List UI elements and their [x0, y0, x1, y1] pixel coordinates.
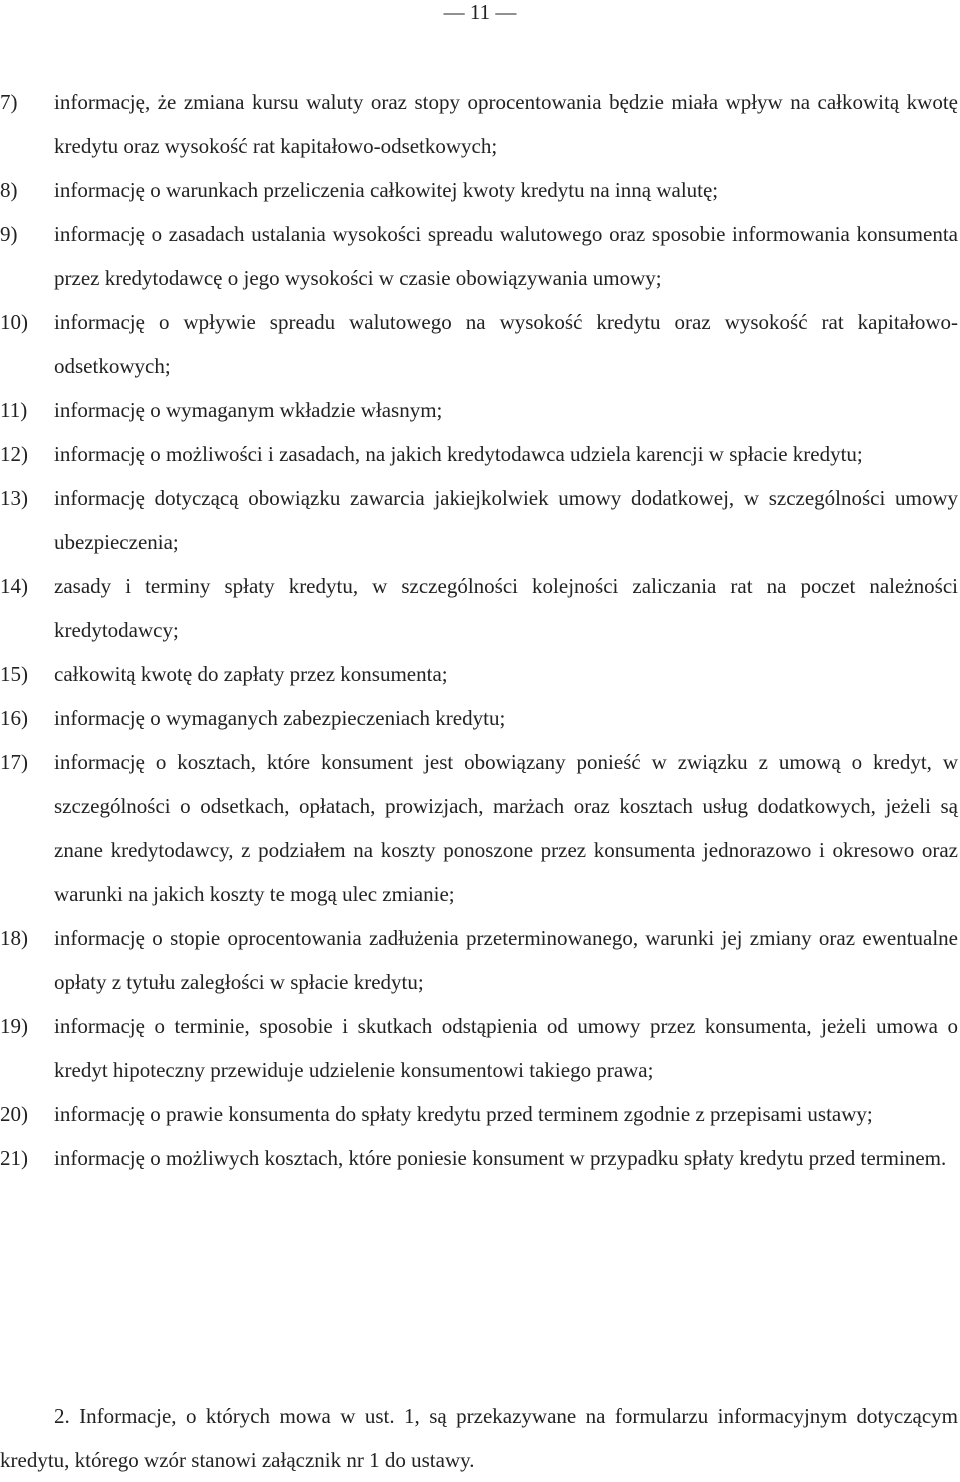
- list-item-number: 16): [0, 706, 28, 730]
- list-item-number: 10): [0, 310, 28, 334]
- list-item: [0, 564, 958, 652]
- list-item-text: informację o wymaganym wkładzie własnym;: [54, 398, 443, 422]
- list-item-text: całkowitą kwotę do zapłaty przez konsumenta;: [54, 662, 448, 686]
- list-item: [0, 916, 958, 1004]
- list-item-number: 17): [0, 750, 28, 774]
- list-item-number: 8): [0, 178, 18, 202]
- list-item-text: informację o warunkach przeliczenia całkowitej kwoty kredytu na inną walutę;: [54, 178, 719, 202]
- list-item-text: informację o wpływie spreadu walutowego na wysokość kredytu oraz wysokość rat kapitałowo-odsetkowych;: [54, 310, 958, 378]
- provision-list: [0, 80, 958, 1180]
- list-item: [0, 1092, 958, 1136]
- list-item-number: 15): [0, 662, 28, 686]
- list-item: [0, 300, 958, 388]
- list-item: [0, 80, 958, 168]
- list-item-number: 12): [0, 442, 28, 466]
- list-item-number: 21): [0, 1146, 28, 1170]
- list-item-number: 14): [0, 574, 28, 598]
- list-item-text: informację o kosztach, które konsument jest obowiązany ponieść w związku z umową o kredyt, w szczególności o odsetkach, opłatach, prowizjach, marżach oraz kosztach usług dodatkowych, jeżeli są znane kredytodawcy, z podziałem na koszty ponoszone przez konsumenta jednorazowo i okresowo oraz warunki na jakich koszty te mogą ulec zmianie;: [54, 750, 958, 906]
- list-item-text: informację dotyczącą obowiązku zawarcia jakiejkolwiek umowy dodatkowej, w szczególności umowy ubezpieczenia;: [54, 486, 958, 554]
- list-item-text: informację o terminie, sposobie i skutkach odstąpienia od umowy przez konsumenta, jeżeli umowa o kredyt hipoteczny przewiduje udzielenie konsumentowi takiego prawa;: [54, 1014, 958, 1082]
- list-item-number: 9): [0, 222, 18, 246]
- closing-paragraph: 2. Informacje, o których mowa w ust. 1, są przekazywane na formularzu informacyjnym dotyczącym kredytu, którego wzór stanowi załącznik nr 1 do ustawy.: [0, 1404, 958, 1472]
- list-item: [0, 212, 958, 300]
- list-item-text: informację o prawie konsumenta do spłaty kredytu przed terminem zgodnie z przepisami ustawy;: [54, 1102, 873, 1126]
- list-item: [0, 388, 958, 432]
- list-item-number: 18): [0, 926, 28, 950]
- list-item-text: informację o możliwych kosztach, które poniesie konsument w przypadku spłaty kredytu przed terminem.: [54, 1146, 947, 1170]
- list-item-number: 20): [0, 1102, 28, 1126]
- list-item: [0, 1004, 958, 1092]
- list-item: [0, 740, 958, 916]
- list-item: [0, 168, 958, 212]
- list-item-text: informację o zasadach ustalania wysokości spreadu walutowego oraz sposobie informowania konsumenta przez kredytodawcę o jego wysokości w czasie obowiązywania umowy;: [54, 222, 958, 290]
- list-item: [0, 476, 958, 564]
- list-item: [0, 432, 958, 476]
- list-item: [0, 696, 958, 740]
- list-item: [0, 1136, 958, 1180]
- page-number: — 11 —: [443, 0, 517, 24]
- list-item-number: 13): [0, 486, 28, 510]
- list-item-number: 19): [0, 1014, 28, 1038]
- list-item-text: informację o stopie oprocentowania zadłużenia przeterminowanego, warunki jej zmiany oraz ewentualne opłaty z tytułu zaległości w spłacie kredytu;: [54, 926, 958, 994]
- list-item-number: 11): [0, 398, 28, 422]
- list-item-number: 7): [0, 90, 18, 114]
- list-item-text: informację o wymaganych zabezpieczeniach kredytu;: [54, 706, 506, 730]
- list-item: [0, 652, 958, 696]
- list-item-text: informację, że zmiana kursu waluty oraz stopy oprocentowania będzie miała wpływ na całkowitą kwotę kredytu oraz wysokość rat kapitałowo-odsetkowych;: [54, 90, 958, 158]
- list-item-text: informację o możliwości i zasadach, na jakich kredytodawca udziela karencji w spłacie kredytu;: [54, 442, 863, 466]
- list-item-text: zasady i terminy spłaty kredytu, w szczególności kolejności zaliczania rat na poczet należności kredytodawcy;: [54, 574, 958, 642]
